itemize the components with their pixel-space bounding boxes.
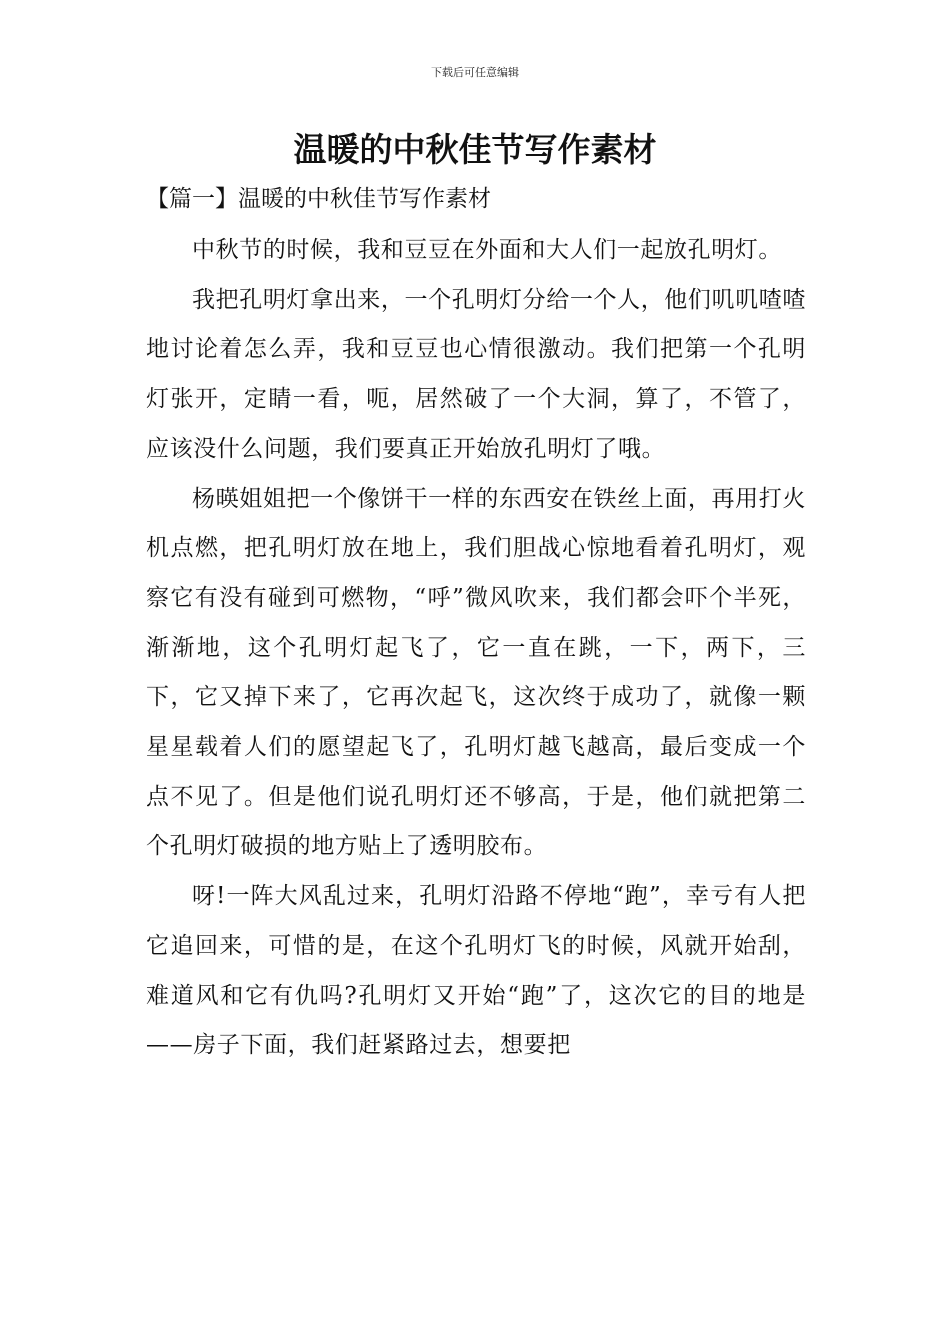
document-title: 温暖的中秋佳节写作素材: [293, 130, 657, 169]
paragraph-4: 呀!一阵大风乱过来，孔明灯沿路不停地“跑”，幸亏有人把它追回来，可惜的是，在这个孔明灯飞的时候，风就开始刮，难道风和它有仇吗?孔明灯又开始“跑”了，这次它的目的地是——房子下面，我们赶紧路过去，想要把: [146, 883, 806, 1059]
paragraph-2: 我把孔明灯拿出来，一个孔明灯分给一个人，他们叽叽喳喳地讨论着怎么弄，我和豆豆也心情很激动。我们把第一个孔明灯张开，定睛一看，呃，居然破了一个大洞，算了，不管了，应该没什么问题，我们要真正开始放孔明灯了哦。: [146, 286, 806, 462]
body-text: [146, 226, 806, 1071]
header-note: 下载后可任意编辑: [431, 66, 519, 79]
paragraph-3: 杨暎姐姐把一个像饼干一样的东西安在铁丝上面，再用打火机点燃，把孔明灯放在地上，我们胆战心惊地看着孔明灯，观察它有没有碰到可燃物，“呼”微风吹来，我们都会吓个半死，渐渐地，这个孔明灯起飞了，它一直在跳，一下，两下，三下，它又掉下来了，它再次起飞，这次终于成功了，就像一颗星星载着人们的愿望起飞了，孔明灯越飞越高，最后变成一个点不见了。但是他们说孔明灯还不够高，于是，他们就把第二个孔明灯破损的地方贴上了透明胶布。: [146, 485, 806, 860]
paragraph-1: 中秋节的时候，我和豆豆在外面和大人们一起放孔明灯。: [192, 237, 782, 263]
section-heading: 【篇一】温暖的中秋佳节写作素材: [146, 186, 491, 212]
